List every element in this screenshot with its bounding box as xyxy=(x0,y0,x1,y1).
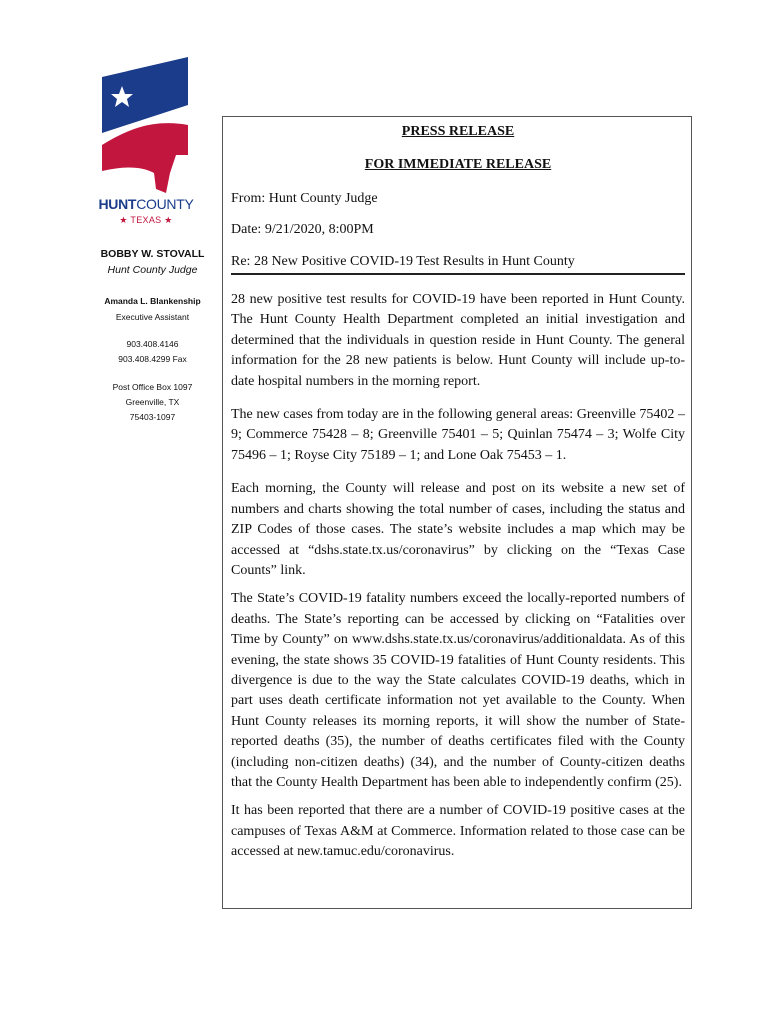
assistant-name: Amanda L. Blankenship xyxy=(104,296,201,306)
paragraph: It has been reported that there are a number of COVID-19 positive cases at the campuses of Texas A&M at Commerce. Information related to those case can be accessed at new.tamuc.edu/coronavirus. xyxy=(231,803,685,860)
judge-title: Hunt County Judge xyxy=(107,264,198,276)
immediate-release-heading: FOR IMMEDIATE RELEASE xyxy=(364,157,552,173)
logo-word-hunt: HUNT xyxy=(98,196,137,212)
letterhead-sidebar xyxy=(90,248,215,422)
hunt-county-logo xyxy=(96,55,196,230)
logo-subtitle: ★ TEXAS ★ xyxy=(119,215,173,225)
from-line: From: Hunt County Judge xyxy=(231,190,378,206)
address-line-1: Post Office Box 1097 xyxy=(112,382,193,392)
judge-name: BOBBY W. STOVALL xyxy=(100,248,205,260)
address-line-3: 75403-1097 xyxy=(129,412,176,422)
fax-number: 903.408.4299 Fax xyxy=(118,354,187,364)
address-line-2: Greenville, TX xyxy=(125,397,180,407)
paragraph: The State’s COVID-19 fatality numbers exceed the locally-reported numbers of deaths. The State’s reporting can be accessed by clicking on “Fatalities over Time by County” on www.dshs.state.tx.us/coronavirus/additionaldata. As of this evening, the state shows 35 COVID-19 fatalities of Hunt County residents. This divergence is due to the way the State calculates COVID-19 deaths, which in part uses death certificate information not yet available to the County. When Hunt County releases its morning reports, it will show the number of State-reported deaths (35), the number of deaths certificates filed with the County (including non-citizen deaths) (34), and the number of County-citizen deaths that the County Health Department has been able to independently confirm (25). xyxy=(231,591,685,790)
subject-line: Re: 28 New Positive COVID-19 Test Results in Hunt County xyxy=(231,252,685,275)
press-release-body xyxy=(231,118,685,863)
phone-number: 903.408.4146 xyxy=(126,339,179,349)
logo-wordmark xyxy=(96,196,196,212)
logo-flag-graphic xyxy=(96,55,196,195)
paragraph: Each morning, the County will release and post on its website a new set of numbers and charts showing the total number of cases, including the status and ZIP Codes of those cases. The state’s website includes a map which may be accessed at “dshs.state.tx.us/coronavirus” by clicking on the “Texas Case Counts” link. xyxy=(231,481,685,578)
assistant-title: Executive Assistant xyxy=(115,312,190,322)
logo-word-county: COUNTY xyxy=(136,196,194,212)
paragraph: 28 new positive test results for COVID-19 have been reported in Hunt County. The Hunt County Health Department completed an initial investigation and determined that the individuals in question reside in Hunt County. The general information for the 28 new patients is below. Hunt County will include up-to-date hospital numbers in the morning report. xyxy=(231,292,685,389)
paragraph: The new cases from today are in the following general areas: Greenville 75402 – 9; Commerce 75428 – 8; Greenville 75401 – 5; Quinlan 75474 – 3; Wolfe City 75496 – 1; Royse City 75189 – 1; and Lone Oak 75453 – 1. xyxy=(231,407,685,463)
press-release-heading: PRESS RELEASE xyxy=(401,124,515,139)
date-line: Date: 9/21/2020, 8:00PM xyxy=(231,222,374,238)
